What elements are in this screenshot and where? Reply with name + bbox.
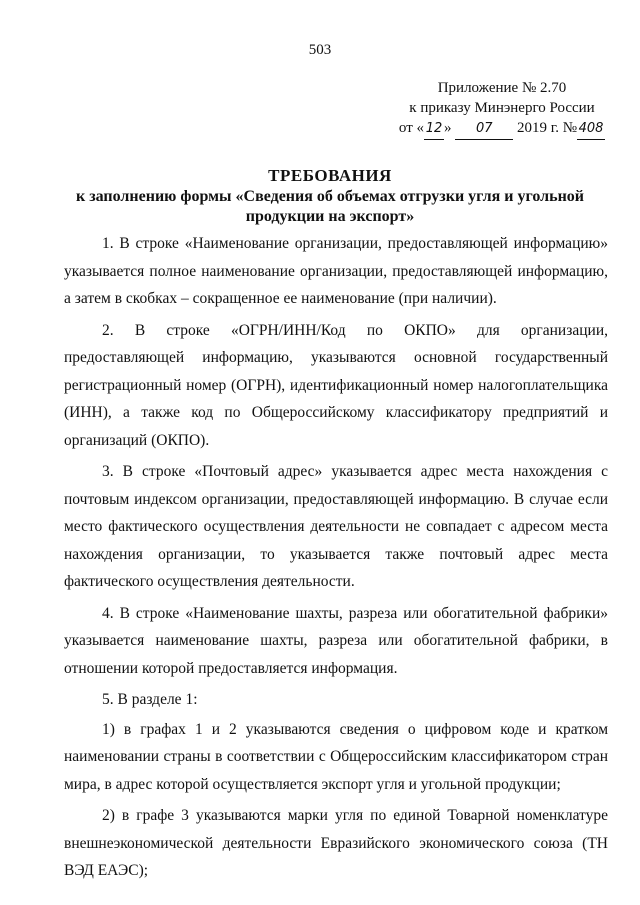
- document-title: [60, 166, 600, 227]
- order-number: 408: [577, 119, 605, 140]
- date-quote-close: »: [444, 120, 452, 136]
- document-body: [64, 230, 608, 889]
- paragraph-5-heading: 5. В разделе 1:: [102, 691, 198, 708]
- title-subtitle: к заполнению формы «Сведения об объемах отгрузки угля и угольной продукции на экспорт»: [75, 188, 585, 225]
- paragraph-4: 4. В строке «Наименование шахты, разреза или обогатительной фабрики» указывается наименование шахты, разреза или обогатительной фабрики, в отношении которой предоставляется информация.: [64, 604, 608, 677]
- order-year-text: 2019 г. №: [517, 120, 578, 136]
- appendix-header: [382, 78, 622, 140]
- date-prefix: от «: [398, 120, 425, 136]
- order-date-line: [382, 118, 622, 140]
- page-number: 503: [308, 42, 332, 58]
- paragraph-5-item-1: 1) в графах 1 и 2 указываются сведения о цифровом коде и кратком наименовании страны в соответствии с Общероссийским классификатором стран мира, в адрес которой осуществляется экспорт угля и угольной продукции;: [64, 720, 608, 793]
- paragraph-5-item-2: 2) в графе 3 указываются марки угля по единой Товарной номенклатуре внешнеэкономической деятельности Евразийского экономического союза (ТН ВЭД ЕАЭС);: [64, 807, 608, 879]
- paragraph-1: 1. В строке «Наименование организации, предоставляющей информацию» указывается полное наименование организации, предоставляющей информацию, а затем в скобках – сокращенное ее наименование (при наличии).: [64, 235, 608, 307]
- paragraph-3: 3. В строке «Почтовый адрес» указывается адрес места нахождения с почтовым индексом организации, предоставляющей информацию. В случае если место фактического осуществления деятельности не совпадает с адресом места нахождения организации, то указывается также почтовый адрес места фактического осуществления деятельности.: [64, 463, 608, 590]
- paragraph-2: 2. В строке «ОГРН/ИНН/Код по ОКПО» для организации, предоставляющей информацию, указываются основной государственный регистрационный номер (ОГРН), идентификационный номер налогоплательщика (ИНН), а также код по Общероссийскому классификатору предприятий и организаций (ОКПО).: [64, 321, 608, 449]
- title-main: ТРЕБОВАНИЯ: [268, 166, 392, 185]
- order-month: 07: [455, 119, 513, 140]
- appendix-number: Приложение № 2.70: [437, 80, 567, 96]
- order-day: 12: [424, 119, 444, 140]
- order-reference: к приказу Минэнерго России: [409, 100, 595, 116]
